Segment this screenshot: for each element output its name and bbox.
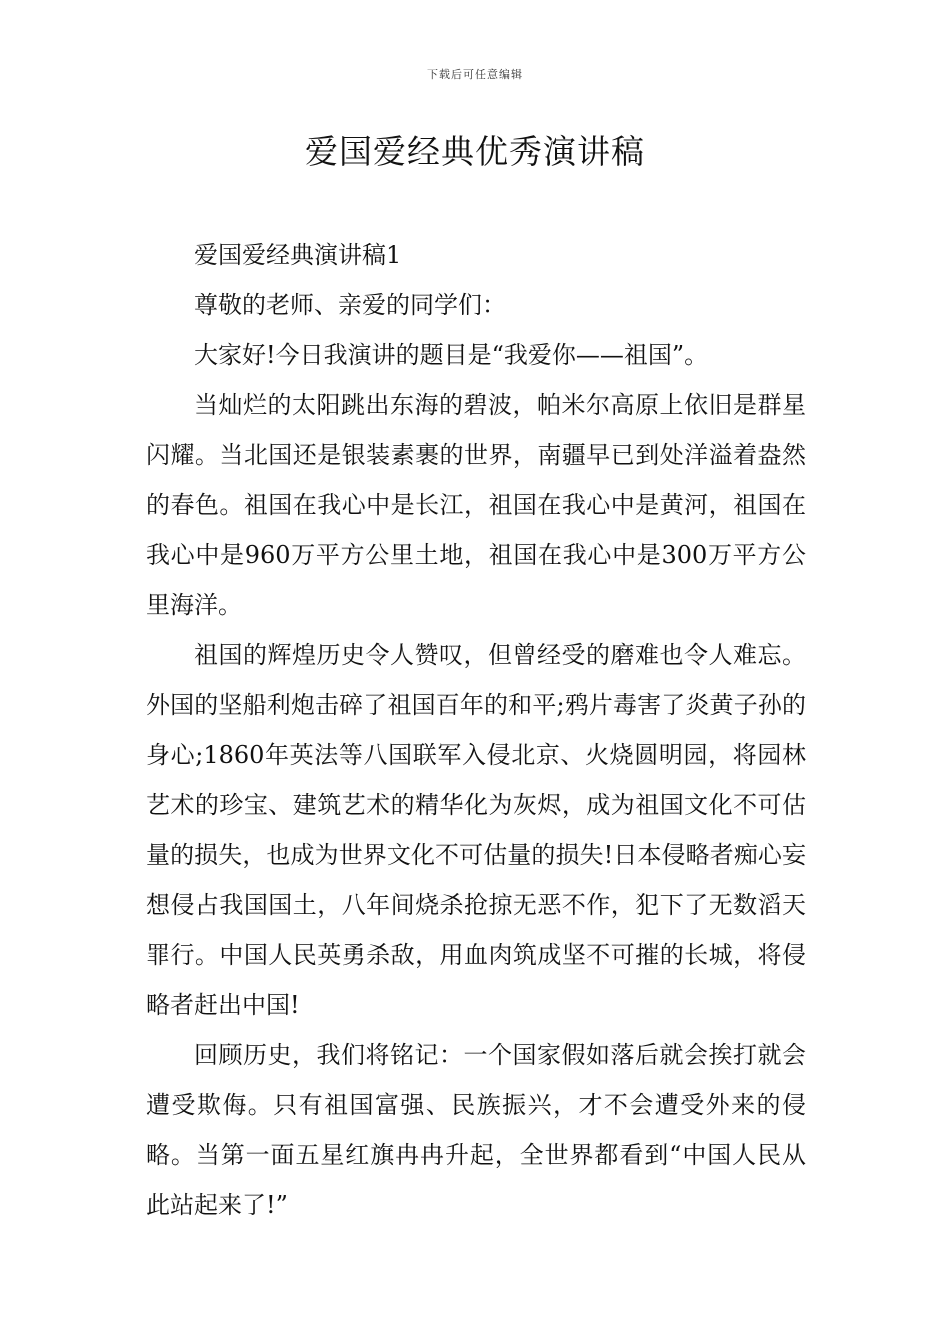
body-paragraph: 回顾历史，我们将铭记：一个国家假如落后就会挨打就会遭受欺侮。只有祖国富强、民族振兴，才不会遭受外来的侵略。当第一面五星红旗冉冉升起，全世界都看到“中国人民从此站起来了!” — [146, 1041, 806, 1219]
greeting-paragraph: 大家好!今日我演讲的题目是“我爱你——祖国”。 — [194, 341, 709, 369]
body-paragraph: 祖国的辉煌历史令人赞叹，但曾经受的磨难也令人难忘。外国的坚船利炮击碎了祖国百年的和平;鸦片毒害了炎黄子孙的身心;1860年英法等八国联军入侵北京、火烧圆明园，将园林艺术的珍宝、建筑艺术的精华化为灰烬，成为祖国文化不可估量的损失，也成为世界文化不可估量的损失!日本侵略者痴心妄想侵占我国国土，八年间烧杀抢掠无恶不作，犯下了无数滔天罪行。中国人民英勇杀敌，用血肉筑成坚不可摧的长城，将侵略者赶出中国! — [146, 641, 806, 1019]
document-title: 爱国爱经典优秀演讲稿 — [305, 132, 645, 171]
salutation: 尊敬的老师、亲爱的同学们： — [194, 291, 506, 319]
header-note: 下载后可任意编辑 — [427, 68, 523, 81]
body-paragraph: 当灿烂的太阳跳出东海的碧波，帕米尔高原上依旧是群星闪耀。当北国还是银装素裹的世界，南疆早已到处洋溢着盎然的春色。祖国在我心中是长江，祖国在我心中是黄河，祖国在我心中是960万平方公里土地，祖国在我心中是300万平方公里海洋。 — [146, 391, 806, 619]
speech-subtitle: 爱国爱经典演讲稿1 — [194, 241, 402, 269]
document-body — [146, 230, 806, 1230]
